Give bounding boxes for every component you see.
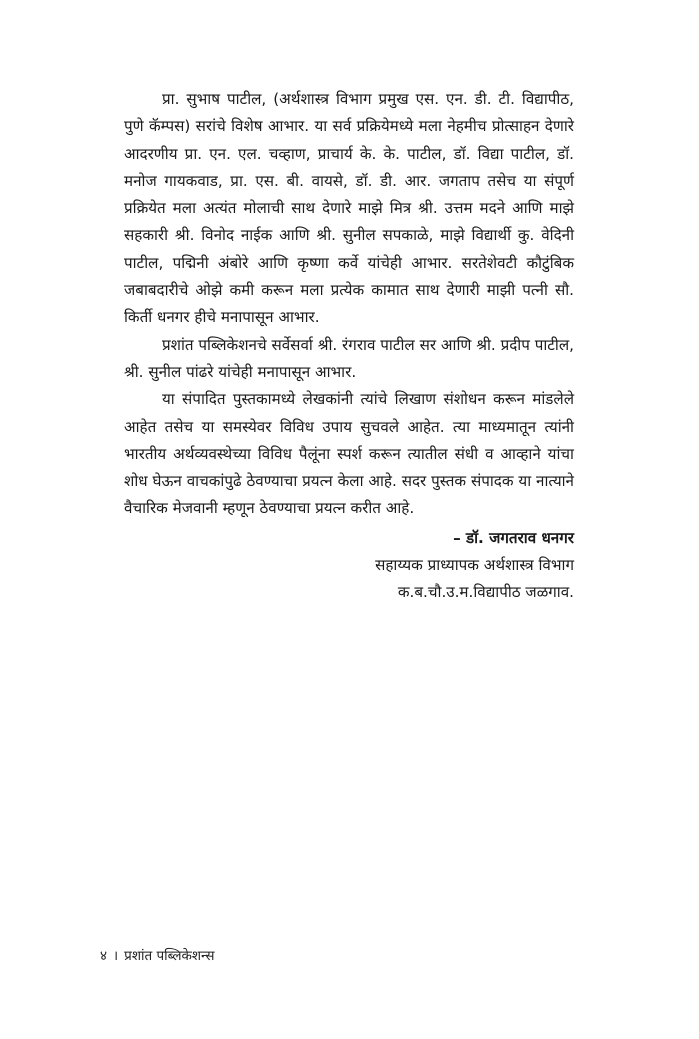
paragraph-book-summary: या संपादित पुस्तकामध्ये लेखकांनी त्यांचे लिखाण संशोधन करून मांडलेले आहेत तसेच या समस्येवर विविध उपाय सुचवले आहेत. त्या माध्यमातून त्यांनी भारतीय अर्थव्यवस्थेच्या विविध पैलूंना स्पर्श करून त्यातील संधी व आव्हाने यांचा शोध घेऊन वाचकांपुढे ठेवण्याचा प्रयत्न केला आहे. सदर पुस्तक संपादक या नात्याने वैचारिक मेजवानी म्हणून ठेवण्याचा प्रयत्न करीत आहे. bbox=[124, 390, 574, 518]
footer-separator: । bbox=[113, 948, 119, 964]
signature-name: – डॉ. जगतराव धनगर bbox=[453, 528, 574, 547]
page-footer bbox=[100, 946, 215, 964]
document-body bbox=[124, 86, 574, 607]
signature-designation: सहाय्यक प्राध्यापक अर्थशास्त्र विभाग bbox=[375, 556, 574, 575]
paragraph-publisher-thanks: प्रशांत पब्लिकेशनचे सर्वेसर्वा श्री. रंगराव पाटील सर आणि श्री. प्रदीप पाटील, श्री. सुनील पांढरे यांचेही मनापासून आभार. bbox=[124, 335, 574, 381]
page-number: ४ bbox=[100, 948, 108, 964]
publisher-name: प्रशांत पब्लिकेशन्स bbox=[124, 948, 215, 964]
signature-block bbox=[124, 525, 574, 607]
paragraph-acknowledgements: प्रा. सुभाष पाटील, (अर्थशास्त्र विभाग प्रमुख एस. एन. डी. टी. विद्यापीठ, पुणे कॅम्पस) सरांचे विशेष आभार. या सर्व प्रक्रियेमध्ये मला नेहमीच प्रोत्साहन देणारे आदरणीय प्रा. एन. एल. चव्हाण, प्राचार्य के. के. पाटील, डॉ. विद्या पाटील, डॉ. मनोज गायकवाड, प्रा. एस. बी. वायसे, डॉ. डी. आर. जगताप तसेच या संपूर्ण प्रक्रियेत मला अत्यंत मोलाची साथ देणारे माझे मित्र श्री. उत्तम मदने आणि माझे सहकारी श्री. विनोद नाईक आणि श्री. सुनील सपकाळे, माझे विद्यार्थी कु. वेदिनी पाटील, पद्मिनी अंबोरे आणि कृष्णा कर्वे यांचेही आभार. सरतेशेवटी कौटुंबिक जबाबदारीचे ओझे कमी करून मला प्रत्येक कामात साथ देणारी माझी पत्नी सौ. किर्ती धनगर हीचे मनापासून आभार. bbox=[124, 90, 574, 327]
signature-institution: क.ब.चौ.उ.म.विद्यापीठ जळगाव. bbox=[397, 583, 574, 602]
